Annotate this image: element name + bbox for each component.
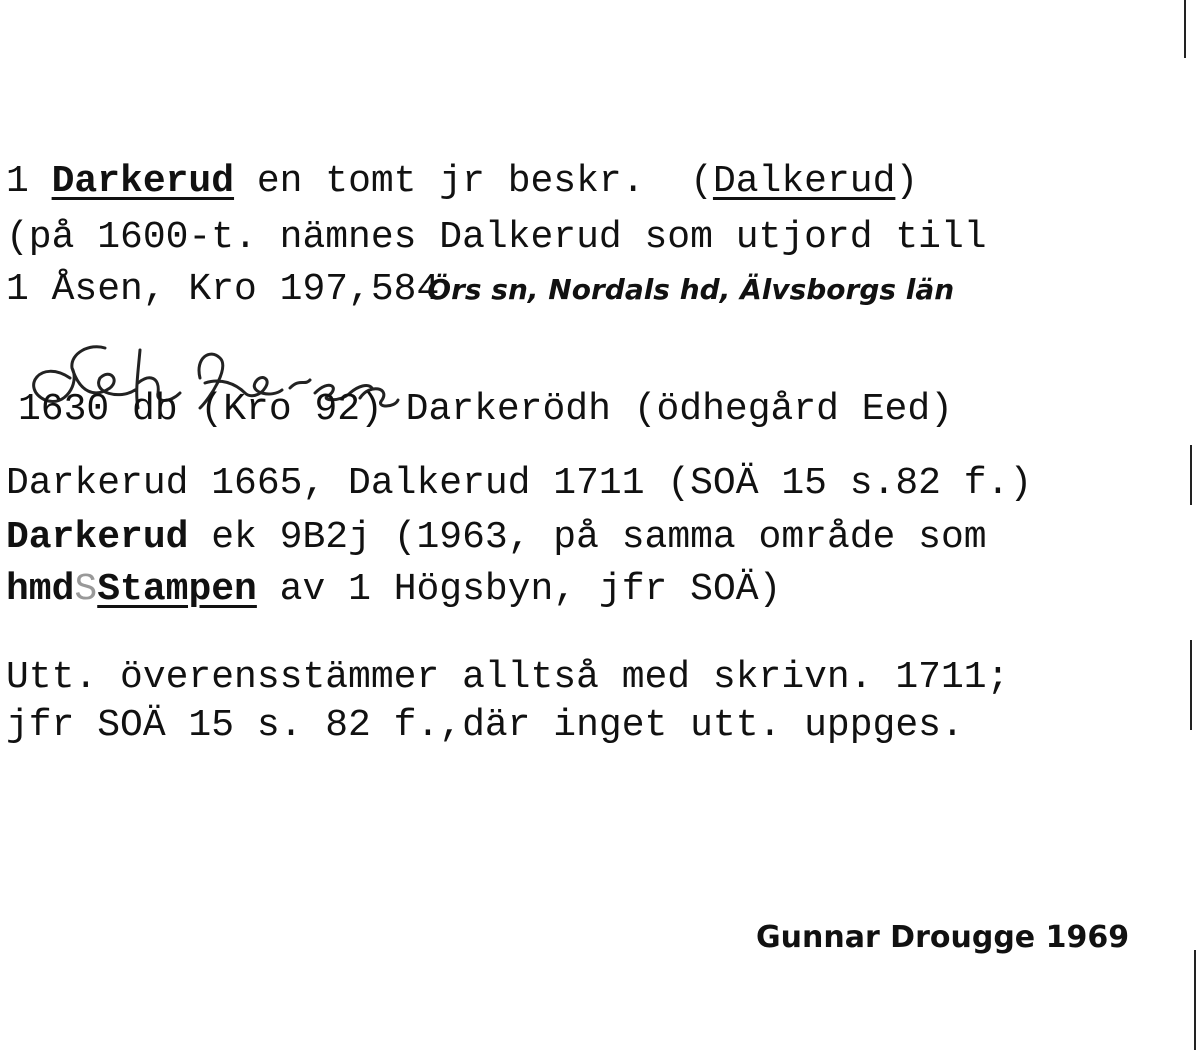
- entry-line-8: Utt. överensstämmer alltså med skrivn. 1711;: [6, 656, 1010, 699]
- closing-paren: ): [895, 160, 919, 203]
- scan-edge-line: [1184, 0, 1186, 58]
- faint-mark: S: [74, 568, 98, 611]
- entry-line-6: [6, 516, 987, 559]
- abbr-hmd: hmd: [6, 568, 75, 611]
- map-name: Darkerud: [6, 516, 189, 559]
- entry-line-2: (på 1600-t. nämnes Dalkerud som utjord till: [6, 216, 987, 259]
- map-reference: ek 9B2j (1963, på samma område som: [188, 516, 987, 559]
- scan-edge-line: [1194, 950, 1196, 1050]
- place-name-heading: Darkerud: [51, 160, 235, 203]
- scan-edge-line: [1190, 445, 1192, 505]
- entry-line-3: [6, 268, 954, 311]
- entry-line-7: [6, 568, 781, 611]
- entry-line-9: jfr SOÄ 15 s. 82 f.,där inget utt. uppges.: [6, 704, 964, 747]
- scan-edge-line: [1190, 640, 1192, 730]
- entry-line-4: [18, 388, 953, 431]
- historical-form-text: Darkerödh (ödhegård Eed): [382, 388, 953, 431]
- entry-text: en tomt jr beskr. (: [234, 160, 713, 203]
- alternate-name: Dalkerud: [712, 160, 896, 203]
- historical-form-1630: 1630 db (Kro 92): [18, 388, 383, 431]
- related-place-name: Stampen: [97, 568, 257, 611]
- typed-reference: 1 Åsen, Kro 197,584: [6, 268, 440, 311]
- related-place-text: av 1 Högsbyn, jfr SOÄ): [256, 568, 782, 611]
- parish-number: 1: [6, 160, 52, 203]
- signature: Gunnar Drougge 1969: [756, 920, 1130, 955]
- entry-line-1: [6, 160, 918, 203]
- entry-line-5: Darkerud 1665, Dalkerud 1711 (SOÄ 15 s.82 f.): [6, 462, 1033, 505]
- location-stamp: Örs sn, Nordals hd, Älvsborgs län: [427, 273, 955, 306]
